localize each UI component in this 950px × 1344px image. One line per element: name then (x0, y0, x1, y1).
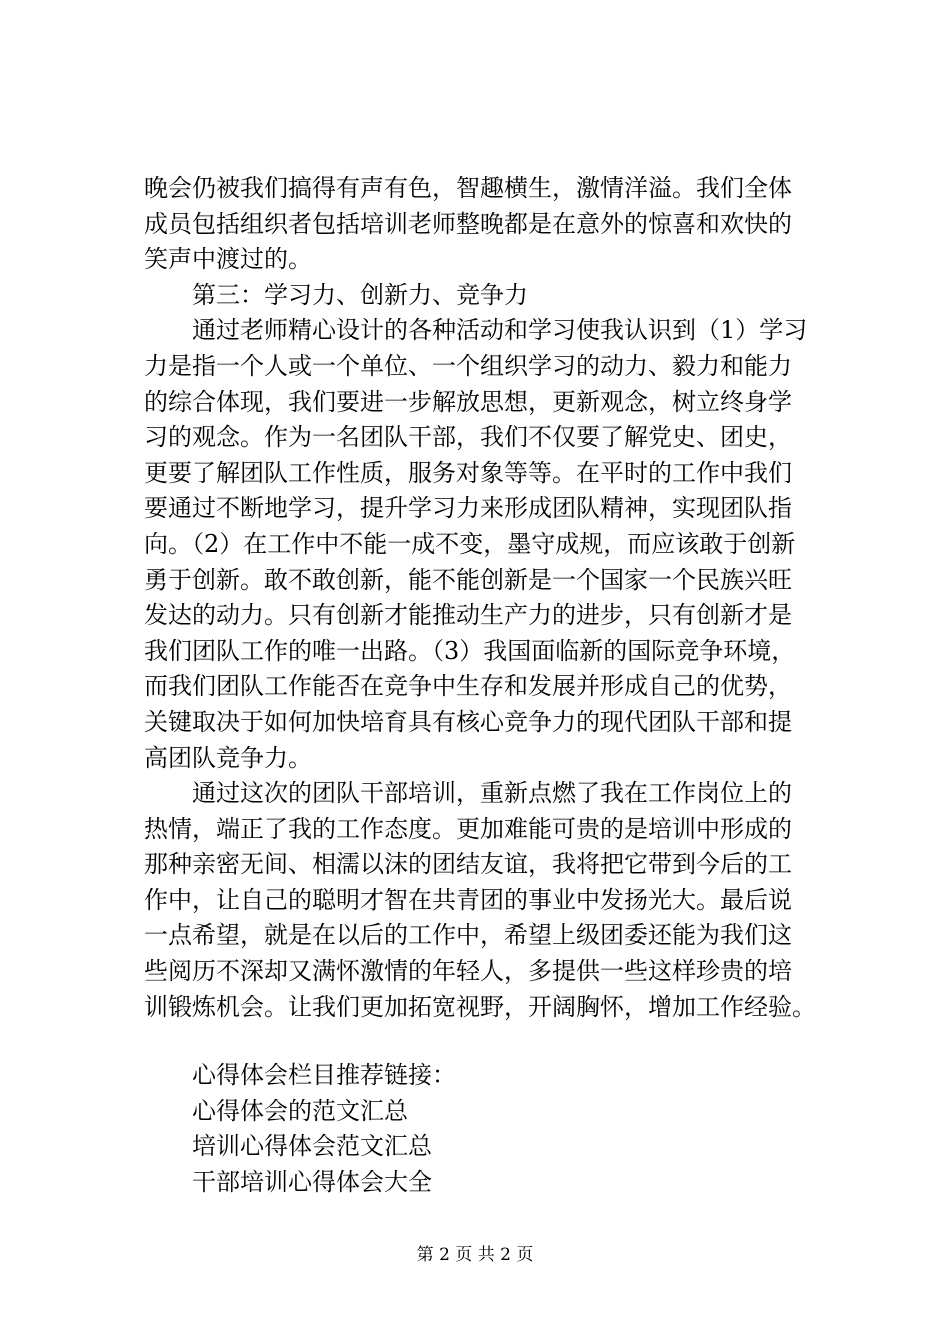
text-line: 发达的动力。只有创新才能推动生产力的进步，只有创新才是 (144, 601, 792, 630)
text-line: 向。（2）在工作中不能一成不变，墨守成规，而应该敢于创新 (144, 529, 796, 558)
recommended-link[interactable]: 心得体会的范文汇总 (144, 1096, 408, 1125)
text-line: 勇于创新。敢不敢创新，能不能创新是一个国家一个民族兴旺 (144, 565, 792, 594)
document-body (144, 171, 844, 1201)
text-line: 一点希望，就是在以后的工作中，希望上级团委还能为我们这 (144, 921, 792, 950)
text-line: 的综合体现，我们要进一步解放思想，更新观念，树立终身学 (144, 387, 792, 416)
recommended-link[interactable]: 培训心得体会范文汇总 (144, 1132, 432, 1161)
text-line: 要通过不断地学习，提升学习力来形成团队精神，实现团队指 (144, 494, 792, 523)
text-line: 成员包括组织者包括培训老师整晚都是在意外的惊喜和欢快的 (144, 209, 792, 238)
text-line: 作中，让自己的聪明才智在共青团的事业中发扬光大。最后说 (144, 885, 792, 914)
text-line: 通过这次的团队干部培训，重新点燃了我在工作岗位上的 (144, 779, 792, 808)
section-heading: 第三：学习力、创新力、竞争力 (144, 280, 528, 309)
text-line: 习的观念。作为一名团队干部，我们不仅要了解党史、团史， (144, 423, 792, 452)
recommended-link[interactable]: 干部培训心得体会大全 (144, 1168, 432, 1197)
text-line: 关键取决于如何加快培育具有核心竞争力的现代团队干部和提 (144, 707, 792, 736)
text-line: 热情，端正了我的工作态度。更加难能可贵的是培训中形成的 (144, 814, 792, 843)
text-line: 通过老师精心设计的各种活动和学习使我认识到（1）学习 (144, 316, 808, 345)
text-line: 力是指一个人或一个单位、一个组织学习的动力、毅力和能力 (144, 351, 792, 380)
links-heading: 心得体会栏目推荐链接： (144, 1061, 456, 1090)
text-line: 更要了解团队工作性质，服务对象等等。在平时的工作中我们 (144, 458, 792, 487)
text-line: 晚会仍被我们搞得有声有色，智趣横生，激情洋溢。我们全体 (144, 174, 792, 202)
text-line: 我们团队工作的唯一出路。（3）我国面临新的国际竞争环境， (144, 636, 796, 665)
paragraph-gap (144, 1025, 844, 1058)
text-line: 训锻炼机会。让我们更加拓宽视野，开阔胸怀，增加工作经验。 (144, 992, 816, 1021)
text-line: 些阅历不深却又满怀激情的年轻人，多提供一些这样珍贵的培 (144, 957, 792, 986)
text-line: 笑声中渡过的。 (144, 245, 312, 274)
text-line: 而我们团队工作能否在竞争中生存和发展并形成自己的优势， (144, 672, 792, 701)
text-line: 高团队竞争力。 (144, 743, 312, 772)
text-line: 那种亲密无间、相濡以沫的团结友谊，我将把它带到今后的工 (144, 850, 792, 879)
page-number-footer: 第 2 页 共 2 页 (416, 1245, 534, 1265)
